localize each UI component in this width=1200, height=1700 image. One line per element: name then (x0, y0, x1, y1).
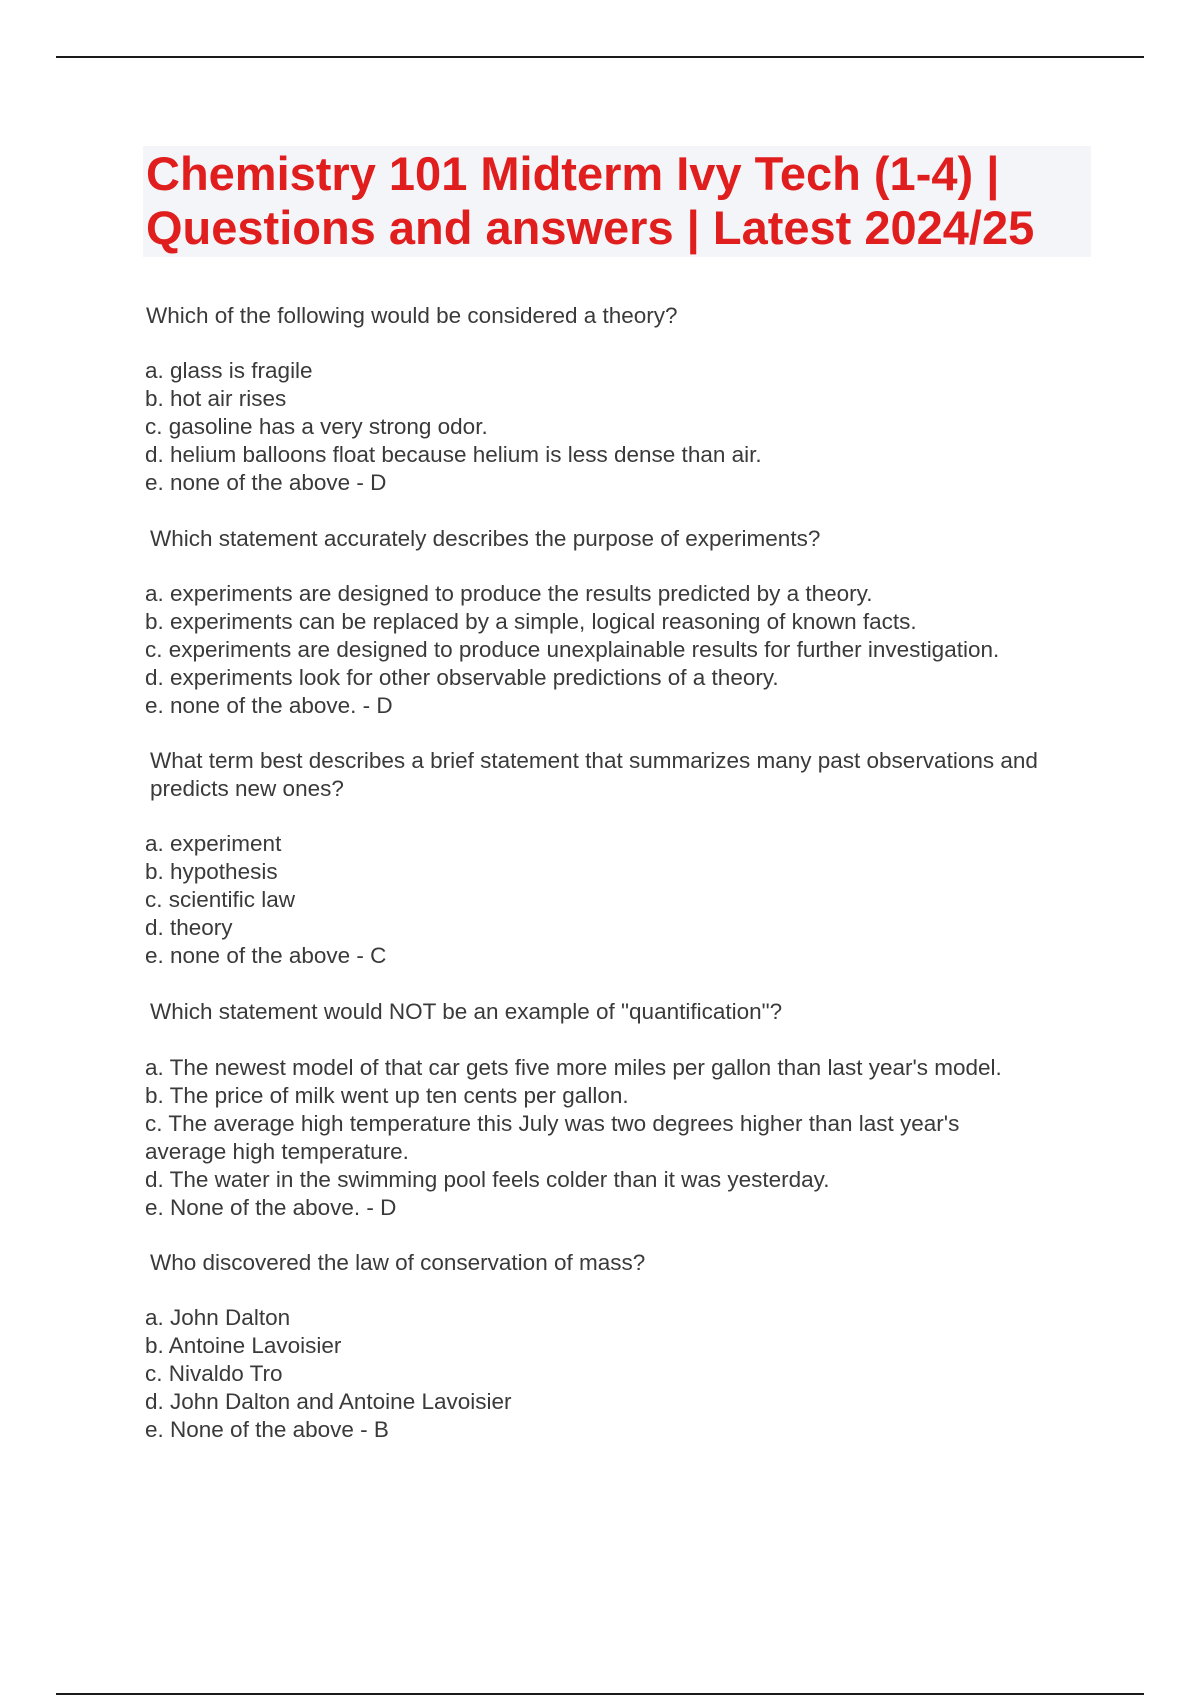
option-item: c. Nivaldo Tro (145, 1361, 283, 1386)
document-title-line-2: Questions and answers | Latest 2024/25 (146, 201, 1035, 254)
option-item: a. John Dalton (145, 1305, 291, 1330)
footer-rule (56, 1693, 1144, 1695)
option-item: c. The average high temperature this July was two degrees higher than last year's average high temperature. (145, 1111, 960, 1164)
option-item: c. scientific law (145, 887, 296, 912)
option-item: a. experiments are designed to produce the results predicted by a theory. (145, 581, 873, 606)
question-4-options (145, 1054, 1090, 1222)
option-item: b. experiments can be replaced by a simple, logical reasoning of known facts. (145, 609, 917, 634)
question-5-options (145, 1304, 1095, 1444)
option-item: d. The water in the swimming pool feels colder than it was yesterday. (145, 1167, 830, 1192)
option-item: d. theory (145, 915, 233, 940)
option-item-answer: e. None of the above. - D (145, 1195, 397, 1220)
option-item: a. glass is fragile (145, 358, 313, 383)
document-title-line-1: Chemistry 101 Midterm Ivy Tech (1-4) | (146, 147, 1000, 200)
option-item-answer: e. None of the above - B (145, 1417, 389, 1442)
question-2-options (145, 580, 1095, 720)
header-rule (56, 56, 1144, 58)
option-item: d. helium balloons float because helium is less dense than air. (145, 442, 762, 467)
question-1-options (145, 357, 1095, 497)
option-item: c. gasoline has a very strong odor. (145, 414, 488, 439)
option-item: d. John Dalton and Antoine Lavoisier (145, 1389, 512, 1414)
question-2-prompt: Which statement accurately describes the purpose of experiments? (150, 526, 821, 551)
option-item: c. experiments are designed to produce unexplainable results for further investigation. (145, 637, 1000, 662)
option-item-answer: e. none of the above - D (145, 470, 387, 495)
question-1-prompt: Which of the following would be considered a theory? (146, 303, 678, 328)
question-3-prompt: What term best describes a brief statement that summarizes many past observations and predicts new ones? (150, 748, 1038, 801)
option-item: d. experiments look for other observable predictions of a theory. (145, 665, 779, 690)
option-item-answer: e. none of the above. - D (145, 693, 393, 718)
option-item: b. Antoine Lavoisier (145, 1333, 342, 1358)
option-item: a. experiment (145, 831, 282, 856)
option-item: b. hot air rises (145, 386, 287, 411)
option-item: a. The newest model of that car gets five more miles per gallon than last year's model. (145, 1055, 1002, 1080)
question-3-options (145, 830, 1095, 970)
question-5-prompt: Who discovered the law of conservation of mass? (150, 1250, 646, 1275)
option-item: b. hypothesis (145, 859, 278, 884)
option-item: b. The price of milk went up ten cents per gallon. (145, 1083, 629, 1108)
question-4-prompt: Which statement would NOT be an example of "quantification"? (150, 999, 783, 1024)
option-item-answer: e. none of the above - C (145, 943, 387, 968)
